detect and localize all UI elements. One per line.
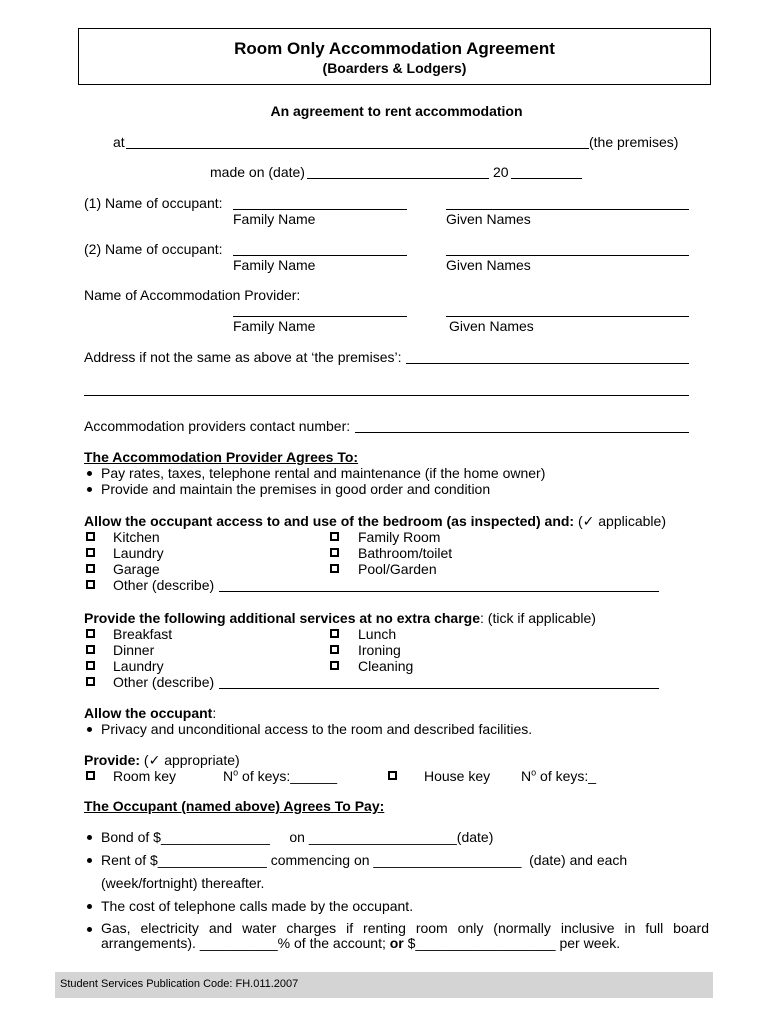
laundry-service-label: Laundry: [113, 658, 164, 674]
bullet-icon: [87, 471, 92, 476]
year-field[interactable]: [511, 178, 582, 179]
bullet-icon: [87, 927, 92, 932]
family-name-caption: Family Name: [233, 318, 316, 334]
agreement-heading: An agreement to rent accommodation: [270, 103, 523, 119]
occupant2-family-field[interactable]: [233, 255, 407, 256]
gas-line2[interactable]: arrangements). __________% of the account; or $__________________ per week.: [101, 935, 621, 951]
bathroom-label: Bathroom/toilet: [358, 545, 453, 561]
occupant-pays-heading: The Occupant (named above) Agrees To Pay:: [84, 798, 385, 814]
allow-colon: :: [212, 705, 217, 721]
occupant2-given-field[interactable]: [446, 255, 689, 256]
provider-label: Name of Accommodation Provider:: [84, 287, 301, 303]
other-access-field[interactable]: [219, 591, 659, 592]
pool-garden-label: Pool/Garden: [358, 561, 437, 577]
provider-given-field[interactable]: [446, 316, 689, 317]
contact-field[interactable]: [355, 432, 689, 433]
ironing-checkbox[interactable]: [330, 645, 339, 654]
room-keys-count[interactable]: $N^o$ of keys:______: [223, 767, 337, 784]
provider-family-field[interactable]: [233, 316, 407, 317]
other-service-label: Other (describe): [113, 674, 215, 690]
rent-line[interactable]: Rent of $______________ commencing on ___________________ (date) and each: [101, 852, 628, 868]
house-key-checkbox[interactable]: [388, 771, 397, 780]
pool-garden-checkbox[interactable]: [330, 564, 339, 573]
lunch-label: Lunch: [358, 626, 397, 642]
bullet-icon: [87, 904, 92, 909]
provider-agrees-item: Provide and maintain the premises in good order and condition: [101, 481, 491, 497]
other-service-checkbox[interactable]: [86, 677, 95, 686]
other-access-label: Other (describe): [113, 577, 215, 593]
address-field-line2[interactable]: [84, 395, 689, 396]
access-heading: Allow the occupant access to and use of the bedroom (as inspected) and:: [84, 513, 575, 529]
bullet-icon: [87, 727, 92, 732]
year-prefix: 20: [493, 164, 509, 180]
provider-agrees-item: Pay rates, taxes, telephone rental and maintenance (if the home owner): [101, 465, 546, 481]
occupant1-family-field[interactable]: [233, 209, 407, 210]
room-key-checkbox[interactable]: [86, 771, 95, 780]
laundry-label: Laundry: [113, 545, 164, 561]
services-heading-row: [84, 610, 596, 626]
cleaning-label: Cleaning: [358, 658, 414, 674]
footer-bar: [55, 972, 713, 998]
kitchen-label: Kitchen: [113, 529, 160, 545]
other-service-field[interactable]: [219, 688, 659, 689]
dinner-label: Dinner: [113, 642, 155, 658]
bullet-icon: [87, 858, 92, 863]
at-label: at: [113, 134, 125, 150]
room-key-label: Room key: [113, 768, 177, 784]
bullet-icon: [87, 487, 92, 492]
family-name-caption: Family Name: [233, 211, 316, 227]
allow-heading: Allow the occupant: [84, 705, 213, 721]
garage-checkbox[interactable]: [86, 564, 95, 573]
telephone-line: The cost of telephone calls made by the occupant.: [101, 898, 414, 914]
occupant1-label: (1) Name of occupant:: [84, 195, 223, 211]
services-note: : (tick if applicable): [480, 610, 596, 626]
provider-agrees-heading: The Accommodation Provider Agrees To:: [84, 449, 359, 465]
publication-code: Student Services Publication Code: FH.011.2007: [60, 978, 299, 990]
allow-heading-row: [84, 705, 216, 721]
page-title: Room Only Accommodation Agreement: [234, 39, 555, 58]
given-names-caption: Given Names: [446, 211, 531, 227]
bullet-icon: [87, 835, 92, 840]
family-name-caption: Family Name: [233, 257, 316, 273]
dinner-checkbox[interactable]: [86, 645, 95, 654]
provide-note: (✓ appropriate): [143, 752, 240, 768]
bond-line[interactable]: Bond of $______________ on ___________________(date): [101, 829, 494, 845]
occupant2-label: (2) Name of occupant:: [84, 241, 223, 257]
allow-item: Privacy and unconditional access to the room and described facilities.: [101, 721, 533, 737]
bathroom-checkbox[interactable]: [330, 548, 339, 557]
premises-field[interactable]: [126, 148, 589, 149]
premises-label: (the premises): [589, 134, 679, 150]
family-room-checkbox[interactable]: [330, 532, 339, 541]
house-keys-count[interactable]: $N^o$ of keys:_: [521, 767, 597, 784]
other-access-checkbox[interactable]: [86, 580, 95, 589]
house-key-label: House key: [424, 768, 491, 784]
contact-label: Accommodation providers contact number:: [84, 418, 351, 434]
family-room-label: Family Room: [358, 529, 441, 545]
date-field[interactable]: [307, 178, 489, 179]
access-note: (✓ applicable): [577, 513, 666, 529]
gas-line1: Gas, electricity and water charges if renting room only (normally inclusive in full board: [101, 920, 709, 936]
given-names-caption: Given Names: [446, 257, 531, 273]
made-on-label: made on (date): [210, 164, 305, 180]
page-subtitle: (Boarders & Lodgers): [322, 60, 467, 76]
laundry-service-checkbox[interactable]: [86, 661, 95, 670]
address-label: Address if not the same as above at ‘the premises’:: [84, 349, 402, 365]
given-names-caption: Given Names: [449, 318, 534, 334]
garage-label: Garage: [113, 561, 160, 577]
title-box: [78, 28, 711, 85]
rent-line-cont: (week/fortnight) thereafter.: [101, 875, 265, 891]
laundry-checkbox[interactable]: [86, 548, 95, 557]
occupant1-given-field[interactable]: [446, 209, 689, 210]
provide-heading-row: [84, 752, 240, 768]
ironing-label: Ironing: [358, 642, 401, 658]
access-heading-row: [84, 513, 666, 529]
house-keys-blank: _: [588, 768, 597, 784]
address-field[interactable]: [406, 363, 689, 364]
services-heading: Provide the following additional services at no extra charge: [84, 610, 480, 626]
room-keys-blank: ______: [290, 768, 337, 784]
kitchen-checkbox[interactable]: [86, 532, 95, 541]
provide-heading: Provide:: [84, 752, 141, 768]
breakfast-label: Breakfast: [113, 626, 173, 642]
breakfast-checkbox[interactable]: [86, 629, 95, 638]
lunch-checkbox[interactable]: [330, 629, 339, 638]
cleaning-checkbox[interactable]: [330, 661, 339, 670]
